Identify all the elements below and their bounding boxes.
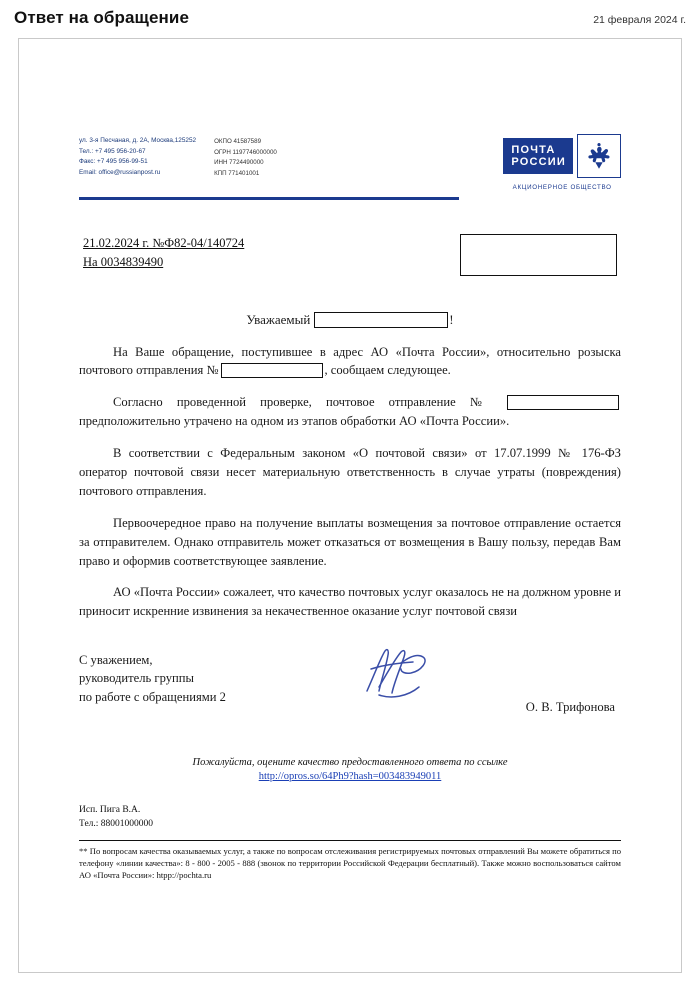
double-eagle-icon	[577, 134, 621, 178]
addressee-redaction-box	[460, 234, 617, 276]
post-date: 21 февраля 2024 г.	[593, 14, 686, 26]
paragraph-5: АО «Почта России» сожалеет, что качество почтовых услуг оказалось не на должном уровне и приносит искренние извинения за некачественное оказание услуг почтовой связи	[79, 585, 621, 619]
page-header	[0, 0, 700, 38]
sender-fax: Факс: +7 495 956-99-51	[79, 158, 148, 166]
recipient-name-redaction	[314, 312, 448, 328]
signature-position-line-1: руководитель группы	[79, 671, 194, 686]
logo-text-block	[503, 138, 573, 175]
executor-phone: Тел.: 88001000000	[79, 818, 154, 829]
feedback-link[interactable]: http://opros.so/64Ph9?hash=003483949011	[258, 771, 442, 783]
page-title: Ответ на обращение	[14, 8, 189, 27]
paragraph-2	[79, 393, 621, 431]
feedback-text: Пожалуйста, оцените качество предоставленного ответа по ссылке	[192, 757, 508, 769]
signature-position-line-2: по работе с обращениями 2	[79, 689, 226, 704]
reference-outgoing: 21.02.2024 г. №Ф82-04/140724	[83, 235, 245, 250]
paragraph-3: В соответствии с Федеральным законом «О почтовой связи» от 17.07.1999 № 176-ФЗ оператор почтовой связи несет материальную ответственность в случае утраты (повреждения) почтового отправления.	[79, 446, 621, 498]
paragraph-1	[79, 343, 621, 381]
signatory-name: О. В. Трифонова	[525, 700, 615, 715]
company-logo	[503, 134, 621, 191]
paragraph-2-part-a: Согласно проведенной проверке, почтовое отправление №	[113, 395, 493, 410]
letter-sheet	[18, 38, 682, 973]
paragraph-1-part-a: На Ваше обращение, поступившее в адрес АО «Почта России», относительно розыска почтового отправления №	[79, 344, 621, 378]
salutation-exclamation: !	[449, 311, 454, 327]
paragraph-4: Первоочередное право на получение выплаты возмещения за почтовое отправление остается за отправителем. Однако отправитель может отказаться от возмещения в Вашу пользу, передав Вам право и оформив соответствующее заявление.	[79, 515, 621, 568]
sender-email: Email: office@russianpost.ru	[79, 168, 161, 176]
tracking-number-redaction-1	[221, 363, 323, 378]
reference-incoming: На 0034839490	[83, 254, 164, 269]
legal-form-label: АКЦИОНЕРНОЕ ОБЩЕСТВО	[512, 184, 612, 191]
code-okpo: ОКПО 41587589	[214, 138, 262, 145]
sender-address: ул. 3-я Песчаная, д. 2А, Москва,125252	[79, 137, 197, 144]
letterhead	[79, 134, 621, 191]
signature-block	[79, 651, 621, 721]
sender-phone: Тел.: +7 495 956-20-67	[79, 147, 146, 155]
tracking-number-redaction-2	[507, 395, 619, 410]
logo-line-2: РОССИИ	[511, 156, 566, 168]
signature-closing: С уважением,	[79, 653, 153, 668]
executor-name: Исп. Пига В.А.	[79, 805, 141, 816]
letterhead-divider	[79, 197, 459, 200]
registration-codes	[214, 134, 277, 179]
footnote: ** По вопросам качества оказываемых услуг, а также по вопросам отслеживания регистрируемых почтовых отправлений Вы можете обратиться по телефону «линии качества»: 8 - 800 - 2005 - 888 (звонок по территории Российской Федерации бесплатный). Также можно воспользоваться сайтом АО «Почта России»: htpp://pochta.ru	[79, 840, 621, 882]
logo-line-1: ПОЧТА	[511, 143, 556, 156]
code-inn: ИНН 7724490000	[214, 159, 264, 167]
executor-block	[79, 804, 621, 832]
reference-block	[79, 234, 621, 276]
feedback-block	[79, 757, 621, 782]
sender-contacts	[79, 134, 196, 178]
paragraph-1-part-b: , сообщаем следующее.	[324, 363, 451, 378]
code-ogrn: ОГРН 1197746000000	[214, 148, 277, 156]
handwritten-signature-icon	[349, 643, 459, 703]
code-kpp: КПП 771401001	[214, 169, 260, 177]
paragraph-2-part-b: предположительно утрачено на одном из этапов обработки АО «Почта России».	[79, 414, 510, 429]
salutation-line	[79, 312, 621, 330]
salutation-text: Уважаемый	[246, 311, 311, 327]
